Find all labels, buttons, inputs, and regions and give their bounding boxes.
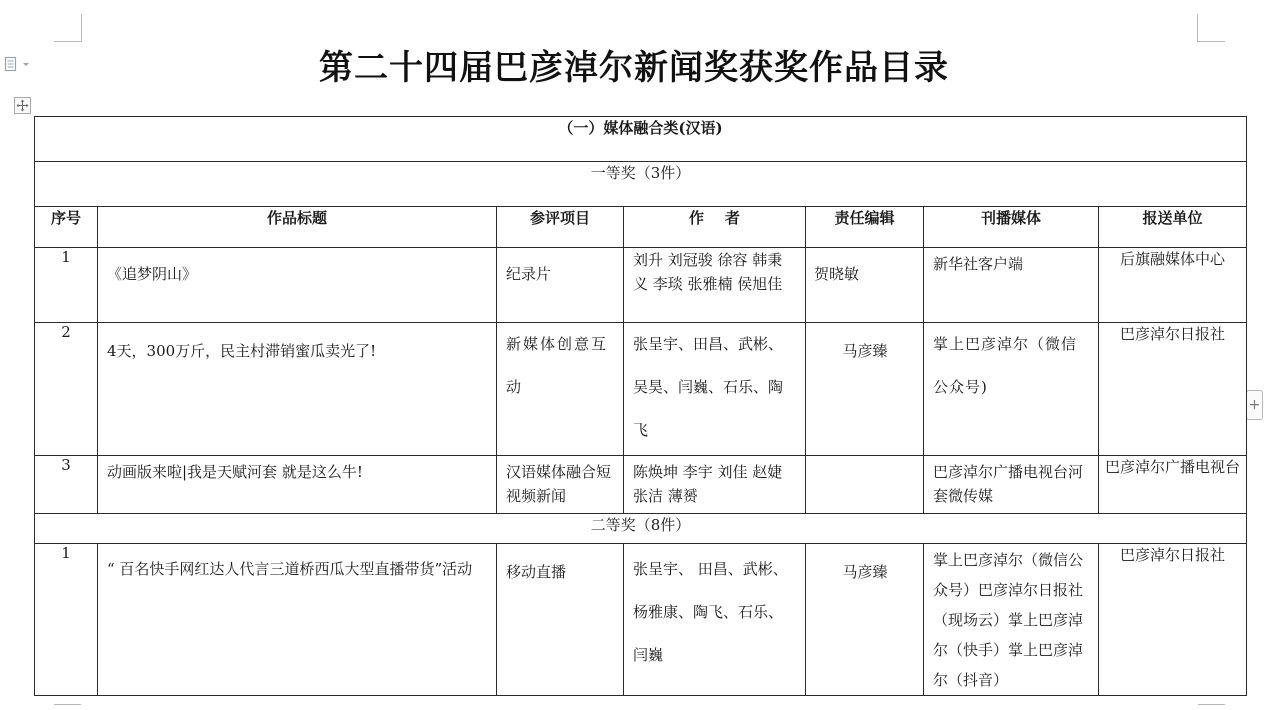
work-authors: 张呈宇、田昌、武彬、吴昊、闫巍、石乐、陶飞 (624, 323, 806, 456)
col-header-editor: 责任编辑 (806, 207, 924, 248)
work-media: 新华社客户端 (924, 248, 1099, 323)
col-header-number: 序号 (35, 207, 98, 248)
work-category: 汉语媒体融合短视频新闻 (497, 456, 624, 514)
crop-mark-top-left (81, 14, 82, 42)
add-column-button[interactable] (1246, 390, 1263, 420)
work-title: “ 百名快手网红达人代言三道桥西瓜大型直播带货”活动 (98, 544, 497, 696)
work-title: 《追梦阴山》 (98, 248, 497, 323)
work-editor: 贺晓敏 (806, 248, 924, 323)
work-category: 新媒体创意互动 (497, 323, 624, 456)
work-editor: 马彦臻 (806, 323, 924, 456)
first-prize-heading: 一等奖（3件） (35, 162, 1247, 207)
second-prize-row (35, 514, 1247, 544)
crop-mark-bottom-right (1198, 704, 1225, 705)
col-header-unit: 报送单位 (1099, 207, 1247, 248)
col-header-authors: 作 者 (624, 207, 806, 248)
work-unit: 巴彦淖尔日报社 (1099, 544, 1247, 696)
work-unit: 巴彦淖尔广播电视台 (1099, 456, 1247, 514)
col-header-title: 作品标题 (98, 207, 497, 248)
work-unit: 后旗融媒体中心 (1099, 248, 1247, 323)
work-unit: 巴彦淖尔日报社 (1099, 323, 1247, 456)
crop-mark-bottom-left (54, 704, 81, 705)
work-editor: 马彦臻 (806, 544, 924, 696)
document-title: 第二十四届巴彦淖尔新闻奖获奖作品目录 (319, 48, 949, 88)
work-authors: 刘升 刘冠骏 徐容 韩秉义 李琰 张雅楠 侯旭佳 (624, 248, 806, 323)
row-number: 1 (35, 248, 98, 323)
table-row (35, 544, 1247, 696)
table-row (35, 248, 1247, 323)
second-prize-heading: 二等奖（8件） (35, 514, 1247, 544)
row-number: 3 (35, 456, 98, 514)
work-authors: 陈焕坤 李宇 刘佳 赵婕 张洁 薄赟 (624, 456, 806, 514)
column-header-row (35, 207, 1247, 248)
plus-icon: + (1248, 397, 1261, 413)
first-prize-row (35, 162, 1247, 207)
section-heading: （一）媒体融合类(汉语) (35, 117, 1247, 162)
col-header-category: 参评项目 (497, 207, 624, 248)
work-media: 巴彦淖尔广播电视台河套微传媒 (924, 456, 1099, 514)
work-title: 动画版来啦|我是天赋河套 就是这么牛! (98, 456, 497, 514)
work-authors: 张呈宇、 田昌、武彬、杨雅康、陶飞、石乐、闫巍 (624, 544, 806, 696)
crop-mark-top-right (1197, 14, 1198, 42)
section-heading-row (35, 117, 1247, 162)
work-category: 纪录片 (497, 248, 624, 323)
col-header-media: 刊播媒体 (924, 207, 1099, 248)
table-move-handle-icon[interactable] (14, 97, 31, 114)
table-row (35, 456, 1247, 514)
work-editor (806, 456, 924, 514)
work-title: 4天，300万斤，民主村滞销蜜瓜卖光了! (98, 323, 497, 456)
table-row (35, 323, 1247, 456)
row-number: 1 (35, 544, 98, 696)
work-media: 掌上巴彦淖尔（微信公众号) (924, 323, 1099, 456)
awards-table (34, 116, 1247, 696)
work-media: 掌上巴彦淖尔（微信公众号）巴彦淖尔日报社（现场云）掌上巴彦淖尔（快手）掌上巴彦淖尔（抖音） (933, 551, 1084, 689)
work-category: 移动直播 (497, 544, 624, 696)
work-media-cell (924, 544, 1099, 696)
row-number: 2 (35, 323, 98, 456)
